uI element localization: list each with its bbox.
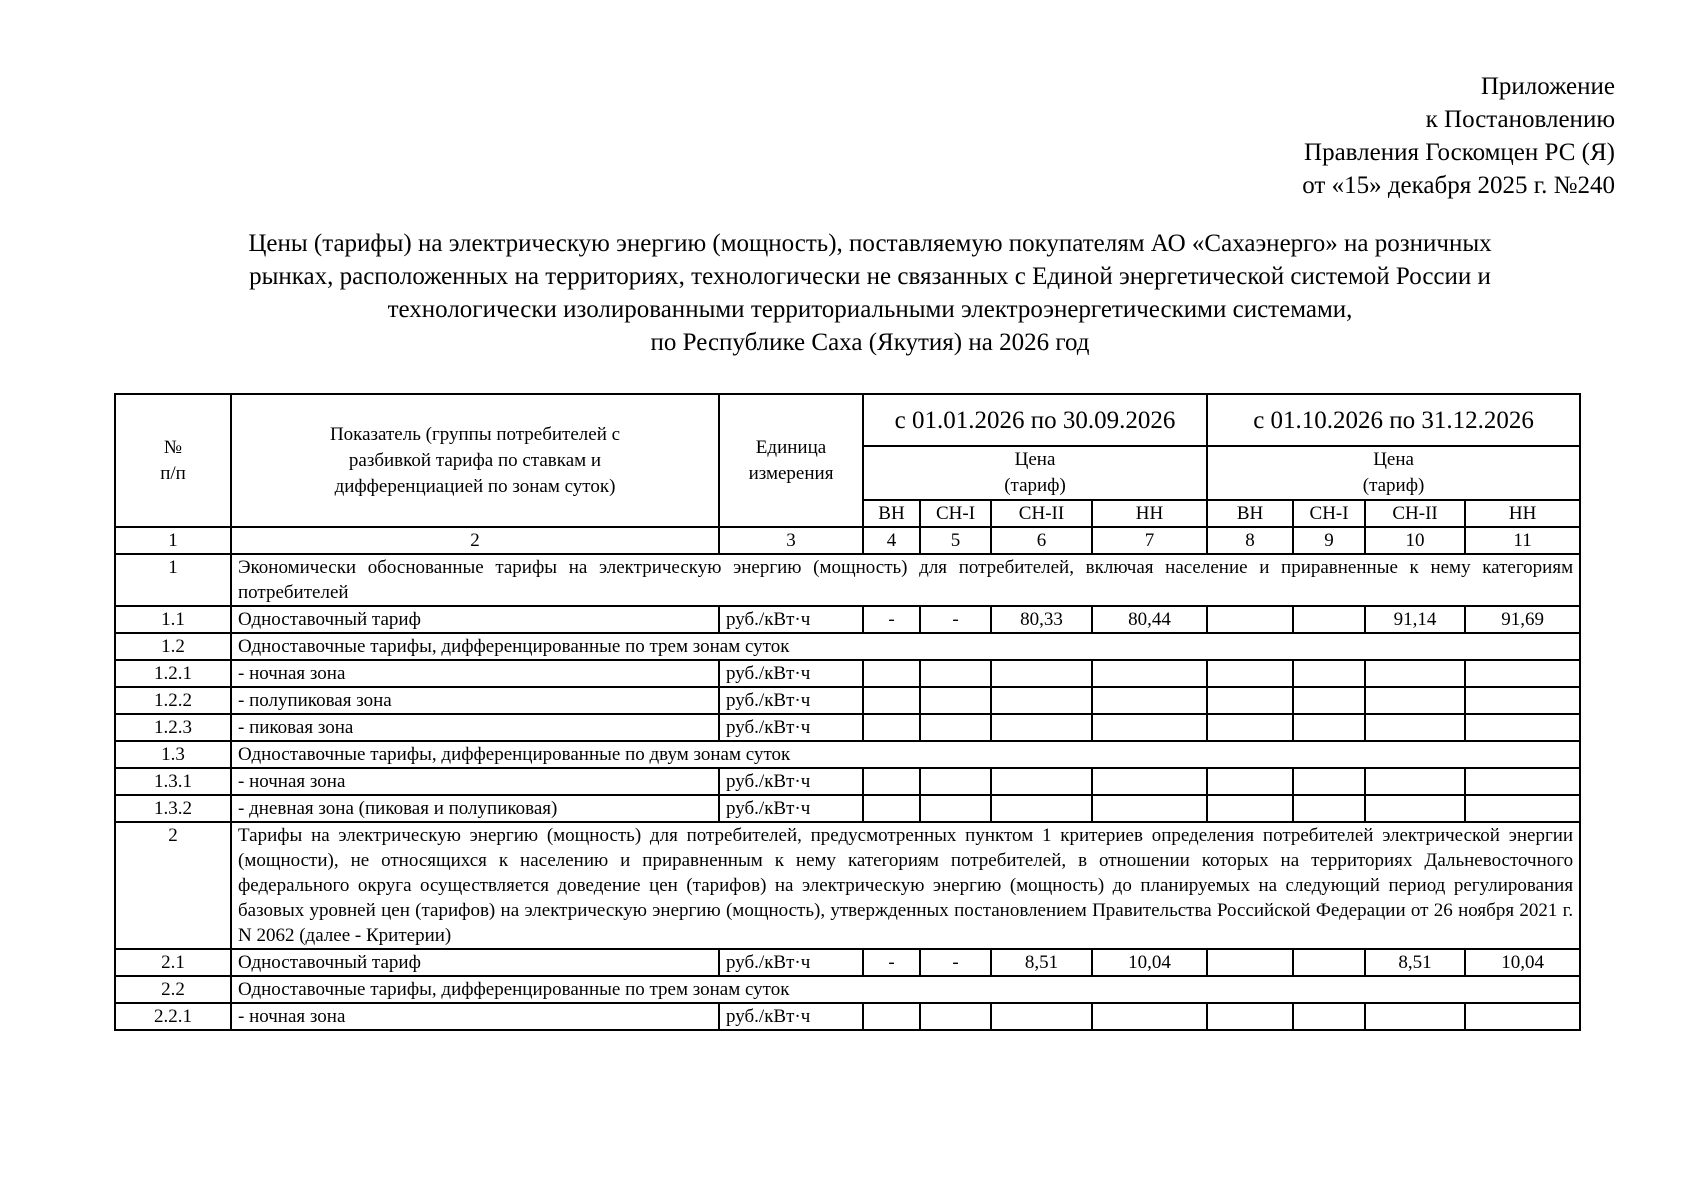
- header-voltage-level: СН-I: [920, 500, 991, 527]
- header-period-1: с 01.01.2026 по 30.09.2026: [863, 394, 1207, 446]
- tariff-value: 8,51: [1365, 949, 1465, 976]
- appendix-line: Правления Госкомцен РС (Я): [1304, 139, 1615, 166]
- header-price-label: Цена: [1014, 449, 1056, 470]
- unit-cell: руб./кВт·ч: [719, 795, 863, 822]
- tariff-value: [863, 714, 920, 741]
- header-voltage-level: НН: [1465, 500, 1580, 527]
- table-row: [115, 976, 1580, 1003]
- tariff-value: [1293, 660, 1365, 687]
- column-number: 6: [991, 527, 1092, 554]
- column-number: 4: [863, 527, 920, 554]
- tariff-value: 80,33: [991, 606, 1092, 633]
- table-row: [115, 714, 1580, 741]
- indicator-name: - ночная зона: [231, 1003, 719, 1030]
- tariff-value: [1092, 687, 1207, 714]
- unit-cell: руб./кВт·ч: [719, 949, 863, 976]
- tariff-value: [1293, 795, 1365, 822]
- column-number: 7: [1092, 527, 1207, 554]
- tariff-value: 8,51: [991, 949, 1092, 976]
- header-voltage-level: ВН: [863, 500, 920, 527]
- indicator-name: - полупиковая зона: [231, 687, 719, 714]
- indicator-name: - дневная зона (пиковая и полупиковая): [231, 795, 719, 822]
- header-no: № п/п: [115, 394, 231, 527]
- row-number: 1: [115, 554, 231, 606]
- tariff-value: [920, 795, 991, 822]
- tariff-value: [1465, 714, 1580, 741]
- tariff-value: [1092, 1003, 1207, 1030]
- tariff-value: [1293, 768, 1365, 795]
- tariff-value: [991, 660, 1092, 687]
- row-number: 2.1: [115, 949, 231, 976]
- title-line: Цены (тарифы) на электрическую энергию (мощность), поставляемую покупателям АО «Сахаэнерго» на розничных: [248, 230, 1492, 257]
- header-price-sub: (тариф): [1004, 475, 1066, 496]
- header-voltage-level: СН-I: [1293, 500, 1365, 527]
- table-row: [115, 687, 1580, 714]
- tariff-value: [863, 1003, 920, 1030]
- header-unit: Единица измерения: [719, 394, 863, 527]
- row-number: 1.2.3: [115, 714, 231, 741]
- tariff-value: [991, 795, 1092, 822]
- tariff-value: [1465, 1003, 1580, 1030]
- tariff-value: [1365, 768, 1465, 795]
- tariff-value: -: [863, 949, 920, 976]
- title-line: по Республике Саха (Якутия) на 2026 год: [650, 329, 1090, 356]
- tariff-value: [1365, 660, 1465, 687]
- tariff-value: [1092, 768, 1207, 795]
- indicator-name: Одноставочный тариф: [231, 949, 719, 976]
- column-number: 2: [231, 527, 719, 554]
- tariff-value: [1207, 768, 1293, 795]
- column-number: 11: [1465, 527, 1580, 554]
- tariff-value: [1465, 795, 1580, 822]
- tariff-value: 91,69: [1465, 606, 1580, 633]
- tariff-value: [991, 687, 1092, 714]
- table-row: [115, 1003, 1580, 1030]
- column-number: 3: [719, 527, 863, 554]
- tariff-value: [1293, 714, 1365, 741]
- table-row: [115, 606, 1580, 633]
- tariff-value: [863, 687, 920, 714]
- subsection-heading: Одноставочные тарифы, дифференцированные по двум зонам суток: [231, 741, 1580, 768]
- tariff-value: [1465, 768, 1580, 795]
- unit-cell: руб./кВт·ч: [719, 768, 863, 795]
- tariff-value: [1293, 606, 1365, 633]
- tariff-value: [920, 660, 991, 687]
- table-row: [115, 822, 1580, 949]
- row-number: 1.2.2: [115, 687, 231, 714]
- tariff-value: 80,44: [1092, 606, 1207, 633]
- table-row: [115, 633, 1580, 660]
- row-number: 2.2: [115, 976, 231, 1003]
- tariff-value: [1207, 1003, 1293, 1030]
- appendix-block: [1302, 70, 1615, 202]
- appendix-line: Приложение: [1480, 73, 1615, 100]
- row-number: 2: [115, 822, 231, 949]
- unit-cell: руб./кВт·ч: [719, 714, 863, 741]
- table-row: [115, 741, 1580, 768]
- tariff-value: [1207, 660, 1293, 687]
- unit-cell: руб./кВт·ч: [719, 660, 863, 687]
- unit-cell: руб./кВт·ч: [719, 606, 863, 633]
- row-number: 1.3.1: [115, 768, 231, 795]
- tariff-value: [1092, 714, 1207, 741]
- indicator-name: - ночная зона: [231, 768, 719, 795]
- title-line: технологически изолированными территориальными электроэнергетическими системами,: [387, 296, 1353, 323]
- row-number: 2.2.1: [115, 1003, 231, 1030]
- tariff-value: -: [920, 606, 991, 633]
- row-number: 1.2.1: [115, 660, 231, 687]
- column-number: 10: [1365, 527, 1465, 554]
- tariff-table: [114, 393, 1581, 1031]
- table-row: [115, 949, 1580, 976]
- subsection-heading: Одноставочные тарифы, дифференцированные по трем зонам суток: [231, 633, 1580, 660]
- column-number: 5: [920, 527, 991, 554]
- header-voltage-level: ВН: [1207, 500, 1293, 527]
- row-number: 1.3: [115, 741, 231, 768]
- document-title: [170, 227, 1570, 359]
- tariff-value: [920, 687, 991, 714]
- tariff-value: 10,04: [1092, 949, 1207, 976]
- tariff-value: [991, 1003, 1092, 1030]
- tariff-value: [991, 768, 1092, 795]
- tariff-value: 91,14: [1365, 606, 1465, 633]
- tariff-value: [1365, 687, 1465, 714]
- appendix-line: от «15» декабря 2025 г. №240: [1302, 172, 1615, 199]
- tariff-value: [920, 1003, 991, 1030]
- indicator-name: Одноставочный тариф: [231, 606, 719, 633]
- tariff-value: [920, 714, 991, 741]
- header-price-sub: (тариф): [1362, 475, 1425, 496]
- header-period-2: с 01.10.2026 по 31.12.2026: [1207, 394, 1580, 446]
- tariff-value: [1207, 714, 1293, 741]
- header-price-1: [863, 446, 1207, 500]
- tariff-value: [863, 795, 920, 822]
- title-line: рынках, расположенных на территориях, технологически не связанных с Единой энергетической системой России и: [249, 263, 1491, 290]
- tariff-value: -: [920, 949, 991, 976]
- tariff-value: [1293, 1003, 1365, 1030]
- column-number: 8: [1207, 527, 1293, 554]
- row-number: 1.3.2: [115, 795, 231, 822]
- row-number: 1.2: [115, 633, 231, 660]
- header-price-label: Цена: [1373, 449, 1414, 470]
- column-number: 9: [1293, 527, 1365, 554]
- tariff-value: [1293, 949, 1365, 976]
- tariff-value: [1092, 660, 1207, 687]
- table-row: [115, 660, 1580, 687]
- header-indicator: Показатель (группы потребителей с разбивкой тарифа по ставкам и дифференциацией по зонам суток): [231, 394, 719, 527]
- section-heading: Экономически обоснованные тарифы на электрическую энергию (мощность) для потребителей, включая население и приравненные к нему категориям потребителей: [231, 554, 1580, 606]
- tariff-value: -: [863, 606, 920, 633]
- tariff-value: [1365, 714, 1465, 741]
- tariff-value: [1207, 949, 1293, 976]
- tariff-value: [1207, 606, 1293, 633]
- subsection-heading: Одноставочные тарифы, дифференцированные по трем зонам суток: [231, 976, 1580, 1003]
- column-number: 1: [115, 527, 231, 554]
- tariff-value: [920, 768, 991, 795]
- table-row: [115, 554, 1580, 606]
- unit-cell: руб./кВт·ч: [719, 687, 863, 714]
- tariff-value: [1293, 687, 1365, 714]
- table-row: [115, 768, 1580, 795]
- tariff-value: [1207, 795, 1293, 822]
- tariff-value: [1465, 687, 1580, 714]
- tariff-value: 10,04: [1465, 949, 1580, 976]
- section-heading: Тарифы на электрическую энергию (мощность) для потребителей, предусмотренных пунктом 1 критериев определения потребителей электрической энергии (мощности), не относящихся к населению и приравненным к нему категориям потребителей, в отношении которых на территориях Дальневосточного федерального округа осуществляется доведение цен (тарифов) на электрическую энергию (мощность) до планируемых на следующий период регулирования базовых уровней цен (тарифов) на электрическую энергию (мощность), утвержденных постановлением Правительства Российской Федерации от 26 ноября 2021 г. N 2062 (далее - Критерии): [231, 822, 1580, 949]
- tariff-value: [863, 660, 920, 687]
- tariff-value: [1365, 1003, 1465, 1030]
- header-voltage-level: СН-II: [1365, 500, 1465, 527]
- header-voltage-level: СН-II: [991, 500, 1092, 527]
- tariff-value: [1365, 795, 1465, 822]
- appendix-line: к Постановлению: [1425, 106, 1615, 133]
- header-price-2: [1207, 446, 1580, 500]
- unit-cell: руб./кВт·ч: [719, 1003, 863, 1030]
- row-number: 1.1: [115, 606, 231, 633]
- table-row: [115, 795, 1580, 822]
- tariff-value: [991, 714, 1092, 741]
- indicator-name: - ночная зона: [231, 660, 719, 687]
- indicator-name: - пиковая зона: [231, 714, 719, 741]
- tariff-value: [1092, 795, 1207, 822]
- header-voltage-level: НН: [1092, 500, 1207, 527]
- tariff-value: [1207, 687, 1293, 714]
- tariff-value: [1465, 660, 1580, 687]
- tariff-value: [863, 768, 920, 795]
